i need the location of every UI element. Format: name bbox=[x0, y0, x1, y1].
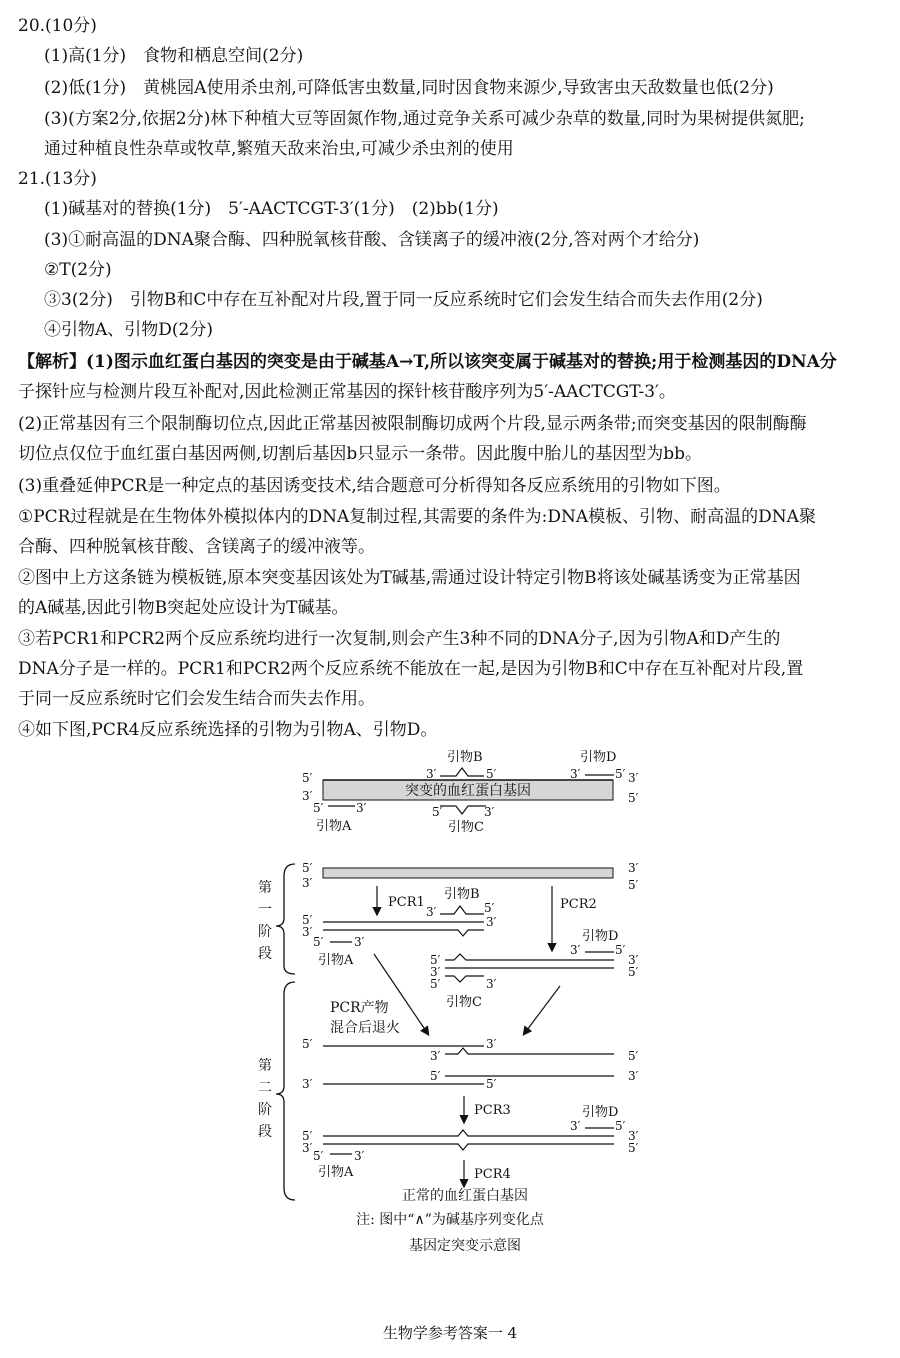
label-3prime: 3′ bbox=[570, 943, 581, 957]
stage1-char: 一 bbox=[258, 902, 272, 918]
analysis-2: (2)正常基因有三个限制酶切位点,因此正常基因被限制酶切成两个片段,显示两条带;而突变基因的限制酶酶 bbox=[18, 414, 807, 434]
label-3prime: 3′ bbox=[302, 1141, 313, 1155]
stage1-char: 阶 bbox=[258, 924, 272, 940]
label-5prime: 5′ bbox=[302, 861, 313, 875]
product-label-1: PCR产物 bbox=[330, 1000, 389, 1016]
analysis-3-3: ③若PCR1和PCR2两个反应系统均进行一次复制,则会产生3种不同的DNA分子,因为引物A和D产生的 bbox=[18, 629, 781, 649]
q21-answer-3-1: (3)①耐高温的DNA聚合酶、四种脱氧核苷酸、含镁离子的缓冲液(2分,答对两个才给分) bbox=[44, 230, 700, 250]
hybrid1-strand bbox=[445, 1048, 614, 1054]
label-3prime: 3′ bbox=[484, 805, 495, 819]
diagram-note: 注: 图中“∧”为碱基序列变化点 bbox=[356, 1212, 544, 1228]
analysis-3-2: ②图中上方这条链为模板链,原本突变基因该处为T碱基,需通过设计特定引物B将该处碱基诱变为正常基因 bbox=[18, 568, 801, 588]
label-3prime: 3′ bbox=[356, 801, 367, 815]
primer-b-label: 引物B bbox=[444, 887, 480, 902]
analysis-3-1-cont: 合酶、四种脱氧核苷酸、含镁离子的缓冲液等。 bbox=[18, 537, 375, 557]
stage2-char: 二 bbox=[258, 1080, 272, 1096]
label-5prime: 5′ bbox=[628, 1141, 639, 1155]
q20-answer-3-cont: 通过种植良性杂草或牧草,繁殖天敌来治虫,可减少杀虫剂的使用 bbox=[44, 139, 514, 159]
primer-d-label: 引物D bbox=[582, 1105, 619, 1120]
label-5prime: 5′ bbox=[313, 801, 324, 815]
label-3prime: 3′ bbox=[628, 1069, 639, 1083]
label-5prime: 5′ bbox=[313, 935, 324, 949]
label-3prime: 3′ bbox=[628, 953, 639, 967]
label-5prime: 5′ bbox=[628, 791, 639, 805]
label-3prime: 3′ bbox=[486, 1037, 497, 1051]
pcr2-label: PCR2 bbox=[560, 897, 597, 912]
product-label-2: 混合后退火 bbox=[330, 1020, 400, 1036]
normal-gene-label: 正常的血红蛋白基因 bbox=[402, 1188, 528, 1204]
q20-header: 20.(10分) bbox=[18, 16, 97, 36]
pcr4-label: PCR4 bbox=[474, 1167, 511, 1182]
label-5prime: 5′ bbox=[628, 878, 639, 892]
label-3prime: 3′ bbox=[426, 767, 437, 781]
stage1-gene-block bbox=[323, 868, 613, 878]
q21-answer-1-2: (1)碱基对的替换(1分) 5′-AACTCGT-3′(1分) (2)bb(1分) bbox=[44, 199, 499, 219]
label-5prime: 5′ bbox=[430, 953, 441, 967]
label-5prime: 5′ bbox=[430, 977, 441, 991]
label-3prime: 3′ bbox=[302, 925, 313, 939]
primer-a-label: 引物A bbox=[316, 819, 352, 834]
label-3prime: 3′ bbox=[302, 1077, 313, 1091]
primer-a-label: 引物A bbox=[318, 1165, 354, 1180]
label-5prime: 5′ bbox=[302, 913, 313, 927]
label-3prime: 3′ bbox=[430, 1049, 441, 1063]
analysis-1-cont: 子探针应与检测片段互补配对,因此检测正常基因的探针核苷酸序列为5′-AACTCGT-3′。 bbox=[18, 382, 676, 402]
q20-answer-2: (2)低(1分) 黄桃园A使用杀虫剂,可降低害虫数量,同时因食物来源少,导致害虫天敌数量也低(2分) bbox=[44, 78, 774, 98]
analysis-3: (3)重叠延伸PCR是一种定点的基因诱变技术,结合题意可分析得知各反应系统用的引物如下图。 bbox=[18, 476, 731, 496]
primer-c-label: 引物C bbox=[446, 995, 482, 1010]
page-footer: 生物学参考答案一 4 bbox=[382, 1324, 518, 1342]
label-5prime: 5′ bbox=[432, 805, 443, 819]
q21-answer-3-4: ④引物A、引物D(2分) bbox=[44, 320, 213, 340]
label-3prime: 3′ bbox=[628, 861, 639, 875]
label-3prime: 3′ bbox=[628, 1129, 639, 1143]
stage2-char: 第 bbox=[258, 1058, 272, 1074]
stage1-bracket bbox=[276, 864, 295, 974]
analysis-3-3-cont: DNA分子是一样的。PCR1和PCR2两个反应系统不能放在一起,是因为引物B和C中存在互补配对片段,置 bbox=[18, 659, 804, 679]
mutagenesis-diagram bbox=[240, 742, 660, 1262]
label-5prime: 5′ bbox=[302, 1129, 313, 1143]
label-5prime: 5′ bbox=[484, 901, 495, 915]
analysis-3-1: ①PCR过程就是在生物体外模拟体内的DNA复制过程,其需要的条件为:DNA模板、引物、耐高温的DNA聚 bbox=[18, 507, 816, 527]
label-3prime: 3′ bbox=[354, 935, 365, 949]
primer-b-strand bbox=[440, 906, 484, 914]
label-5prime: 5′ bbox=[302, 1037, 313, 1051]
label-3prime: 3′ bbox=[486, 915, 497, 929]
analysis-1: 【解析】(1)图示血红蛋白基因的突变是由于碱基A→T,所以该突变属于碱基对的替换;用于检测基因的DNA分 bbox=[18, 352, 837, 372]
q20-answer-1: (1)高(1分) 食物和栖息空间(2分) bbox=[44, 46, 304, 66]
label-5prime: 5′ bbox=[628, 1049, 639, 1063]
q21-answer-3-2: ②T(2分) bbox=[44, 260, 112, 280]
label-3prime: 3′ bbox=[354, 1149, 365, 1163]
label-5prime: 5′ bbox=[302, 771, 313, 785]
label-3prime: 3′ bbox=[302, 789, 313, 803]
diagram-caption: 基因定突变示意图 bbox=[409, 1238, 521, 1254]
stage1-char: 第 bbox=[258, 880, 272, 896]
label-5prime: 5′ bbox=[486, 1077, 497, 1091]
label-5prime: 5′ bbox=[615, 767, 626, 781]
q21-header: 21.(13分) bbox=[18, 169, 97, 189]
mutant-gene-label: 突变的血红蛋白基因 bbox=[405, 783, 531, 799]
primer-d-label: 引物D bbox=[582, 929, 619, 944]
analysis-3-4: ④如下图,PCR4反应系统选择的引物为引物A、引物D。 bbox=[18, 720, 438, 740]
label-3prime: 3′ bbox=[570, 767, 581, 781]
label-3prime: 3′ bbox=[302, 876, 313, 890]
primer-c-strand bbox=[440, 806, 486, 814]
pcr1-label: PCR1 bbox=[388, 895, 425, 910]
primer-d-label: 引物D bbox=[580, 750, 617, 765]
primer-c-label: 引物C bbox=[448, 820, 484, 835]
pcr3-product-strand bbox=[323, 1144, 614, 1150]
label-5prime: 5′ bbox=[615, 1119, 626, 1133]
q21-answer-3-3: ③3(2分) 引物B和C中存在互补配对片段,置于同一反应系统时它们会发生结合而失去作用(2分) bbox=[44, 290, 763, 310]
primer-b-strand bbox=[440, 768, 484, 776]
pcr3-label: PCR3 bbox=[474, 1103, 511, 1118]
stage2-bracket bbox=[276, 982, 295, 1200]
label-3prime: 3′ bbox=[426, 905, 437, 919]
primer-b-label: 引物B bbox=[447, 750, 483, 765]
stage1-char: 段 bbox=[258, 946, 272, 962]
stage2-char: 阶 bbox=[258, 1102, 272, 1118]
stage2-char: 段 bbox=[258, 1124, 272, 1140]
label-5prime: 5′ bbox=[628, 965, 639, 979]
label-3prime: 3′ bbox=[430, 965, 441, 979]
analysis-3-3-cont2: 于同一反应系统时它们会发生结合而失去作用。 bbox=[18, 689, 375, 709]
label-5prime: 5′ bbox=[486, 767, 497, 781]
label-5prime: 5′ bbox=[430, 1069, 441, 1083]
analysis-2-cont: 切位点仅位于血红蛋白基因两侧,切割后基因b只显示一条带。因此腹中胎儿的基因型为bb。 bbox=[18, 444, 703, 464]
label-3prime: 3′ bbox=[486, 977, 497, 991]
mix-arrow-right bbox=[524, 986, 560, 1034]
q20-answer-3: (3)(方案2分,依据2分)林下种植大豆等固氮作物,通过竞争关系可减少杂草的数量,同时为果树提供氮肥; bbox=[44, 109, 805, 129]
analysis-3-2-cont: 的A碱基,因此引物B突起处应设计为T碱基。 bbox=[18, 598, 349, 618]
primer-a-label: 引物A bbox=[318, 953, 354, 968]
label-3prime: 3′ bbox=[570, 1119, 581, 1133]
label-5prime: 5′ bbox=[313, 1149, 324, 1163]
primer-c-strand bbox=[445, 976, 484, 982]
label-5prime: 5′ bbox=[615, 943, 626, 957]
pcr1-product-strand bbox=[323, 930, 484, 936]
pcr2-product-strand bbox=[445, 954, 614, 960]
label-3prime: 3′ bbox=[628, 771, 639, 785]
